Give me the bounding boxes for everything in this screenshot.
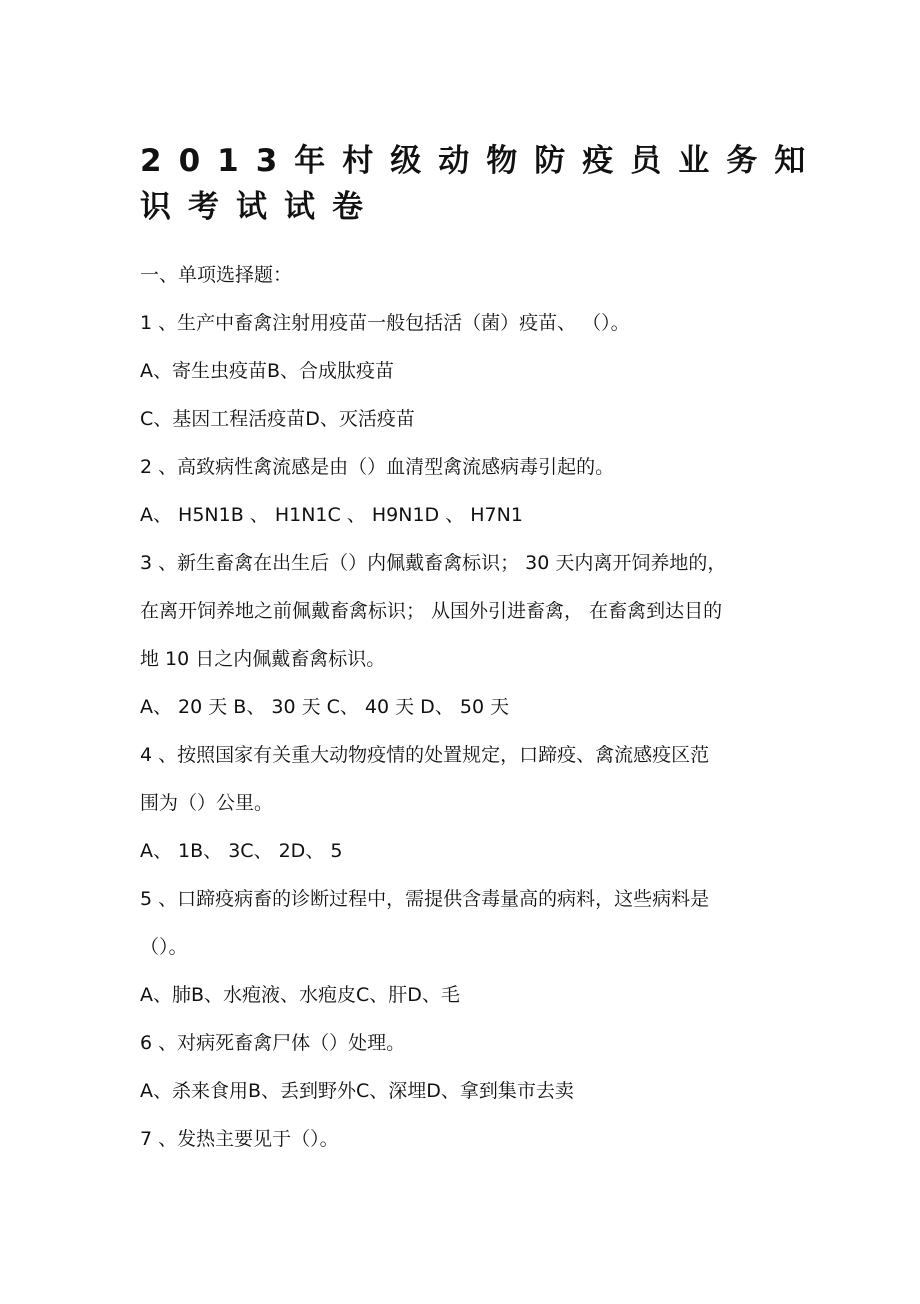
question-4-line-2: 围为（）公里。	[140, 792, 274, 814]
question-5-line-2: （）。	[140, 936, 188, 958]
question-1-options-cd: C、基因工程活疫苗D、灭活疫苗	[140, 408, 415, 430]
question-6: 6 、对病死畜禽尸体（）处理。	[140, 1032, 406, 1054]
question-3-options: A、 20 天 B、 30 天 C、 40 天 D、 50 天	[140, 696, 510, 718]
question-5-line-1: 5 、口蹄疫病畜的诊断过程中，需提供含毒量高的病料，这些病料是	[140, 888, 710, 910]
question-3-line-2: 在离开饲养地之前佩戴畜禽标识； 从国外引进畜禽， 在畜禽到达目的	[140, 600, 723, 622]
question-4-options: A、 1B、 3C、 2D、 5	[140, 840, 343, 862]
title-line-1: 2013年村级动物防疫员业务知	[140, 143, 823, 179]
question-2: 2 、高致病性禽流感是由（）血清型禽流感病毒引起的。	[140, 456, 615, 478]
question-1: 1 、生产中畜禽注射用疫苗一般包括活（菌）疫苗、 （）。	[140, 312, 630, 334]
section-heading: 一、单项选择题：	[140, 264, 293, 286]
title-line-2: 识考试试卷	[140, 189, 380, 225]
question-5-options: A、肺B、水疱液、水疱皮C、肝D、毛	[140, 984, 460, 1006]
question-7: 7 、发热主要见于（）。	[140, 1128, 339, 1150]
question-3-line-1: 3 、新生畜禽在出生后（）内佩戴畜禽标识； 30 天内离开饲养地的，	[140, 552, 727, 574]
document-title	[140, 138, 823, 230]
question-2-options: A、 H5N1B 、 H1N1C 、 H9N1D 、 H7N1	[140, 504, 523, 526]
question-4-line-1: 4 、按照国家有关重大动物疫情的处置规定，口蹄疫、禽流感疫区范	[140, 744, 710, 766]
question-1-options-ab: A、寄生虫疫苗B、合成肽疫苗	[140, 360, 395, 382]
question-6-options: A、杀来食用B、丢到野外C、深埋D、拿到集市去卖	[140, 1080, 574, 1102]
question-3-line-3: 地 10 日之内佩戴畜禽标识。	[140, 648, 386, 670]
